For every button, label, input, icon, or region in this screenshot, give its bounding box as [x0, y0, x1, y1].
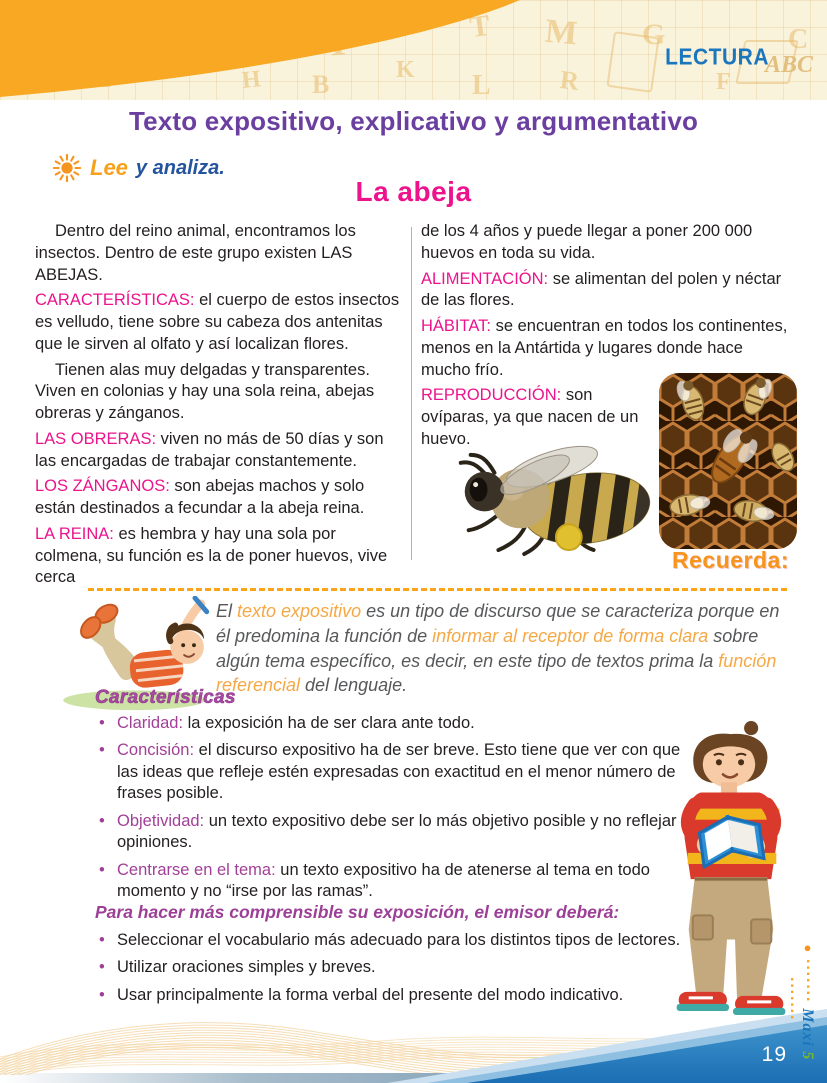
- article-paragraph: LA REINA: es hembra y hay una sola por colmena, su función es la de poner huevos, vive cerca: [35, 524, 388, 587]
- dashed-divider: [88, 588, 787, 591]
- emisor-subheading: Para hacer más comprensible su exposición, el emisor deberá:: [95, 902, 620, 922]
- list-item: • Objetividad: un texto expositivo debe ser lo más objetivo posible y no reflejar opiniones.: [95, 811, 701, 854]
- recuerda-text: El texto expositivo es un tipo de discurso que se caracteriza porque en él predomina la función de informar al receptor de forma clara sobre algún tema específico, es decir, en este tipo de textos prima la función referencial del lenguaje.: [216, 601, 780, 696]
- honeycomb-with-bees-photo: [659, 373, 797, 549]
- emisor-list: [95, 930, 701, 1012]
- column-divider: [411, 227, 412, 560]
- article-paragraph: Dentro del reino animal, encontramos los insectos. Dentro de este grupo existen LAS ABEJAS.: [35, 222, 356, 284]
- article-paragraph: Tienen alas muy delgadas y transparentes. Viven en colonias y hay una sola reina, abejas obreras y zánganos.: [35, 360, 375, 423]
- list-item: • Seleccionar el vocabulario más adecuado para los distintos tipos de lectores.: [95, 930, 701, 951]
- list-item: • Claridad: la exposición ha de ser clara ante todo.: [95, 713, 701, 734]
- list-item: • Centrarse en el tema: un texto expositivo ha de atenerse al tema en todo momento y no “irse por las ramas”.: [95, 860, 701, 903]
- article-paragraph: LOS ZÁNGANOS: son abejas machos y solo están destinados a fecundar a la abeja reina.: [35, 477, 365, 518]
- bee-photo: [433, 437, 661, 561]
- list-item: • Utilizar oraciones simples y breves.: [95, 957, 701, 978]
- list-item: • Usar principalmente la forma verbal del presente del modo indicativo.: [95, 985, 701, 1006]
- page-title: Texto expositivo, explicativo y argumentativo: [128, 106, 699, 136]
- article-paragraph: REPRODUCCIÓN: son ovíparas, ya que nacen de un huevo.: [421, 386, 639, 448]
- orange-dot-icon: ●: [800, 939, 815, 955]
- activity-verb: Lee: [90, 155, 128, 180]
- dotted-line: [783, 977, 800, 1021]
- recuerda-label: Recuerda:: [672, 547, 789, 573]
- reading-title: La abeja: [355, 176, 472, 207]
- article-paragraph: LAS OBRERAS: viven no más de 50 días y son las encargadas de trabajar constantemente.: [35, 429, 384, 470]
- header-band: [0, 0, 827, 100]
- footer-blue-swoosh: [377, 1005, 827, 1083]
- list-item: • Concisión: el discurso expositivo ha de ser breve. Esto tiene que ver con que las ideas que refleje estén expresadas con exactitud en el menor número de frases posible.: [95, 740, 701, 804]
- caracteristicas-title: Características: [95, 687, 236, 708]
- article-left-column: [35, 221, 401, 593]
- caracteristicas-list: [95, 713, 701, 909]
- article-paragraph: ALIMENTACIÓN: se alimentan del polen y néctar de las flores.: [421, 269, 782, 310]
- article-paragraph: de los 4 años y puede llegar a poner 200 000 huevos en toda su vida.: [421, 222, 753, 262]
- edition-brand: Maxi: [799, 1008, 816, 1047]
- abc-watermark: ABC: [764, 52, 813, 78]
- dotted-line: [799, 959, 816, 1003]
- activity-rest: y analiza.: [135, 156, 225, 179]
- page-number: 19: [761, 1043, 787, 1066]
- reading-boy-illustration: [660, 716, 802, 1018]
- edition-strip: [783, 916, 815, 1083]
- section-label: LECTURA: [665, 45, 769, 70]
- article-paragraph: CARACTERÍSTICAS: el cuerpo de estos insectos es velludo, tiene sobre su cabeza dos antenitas que le sirven al olfato y así localizan flores.: [35, 291, 400, 353]
- article-paragraph: HÁBITAT: se encuentran en todos los continentes, menos en la Antártida y lugares donde hace mucho frío.: [421, 317, 788, 379]
- edition-number: 5: [799, 1051, 816, 1060]
